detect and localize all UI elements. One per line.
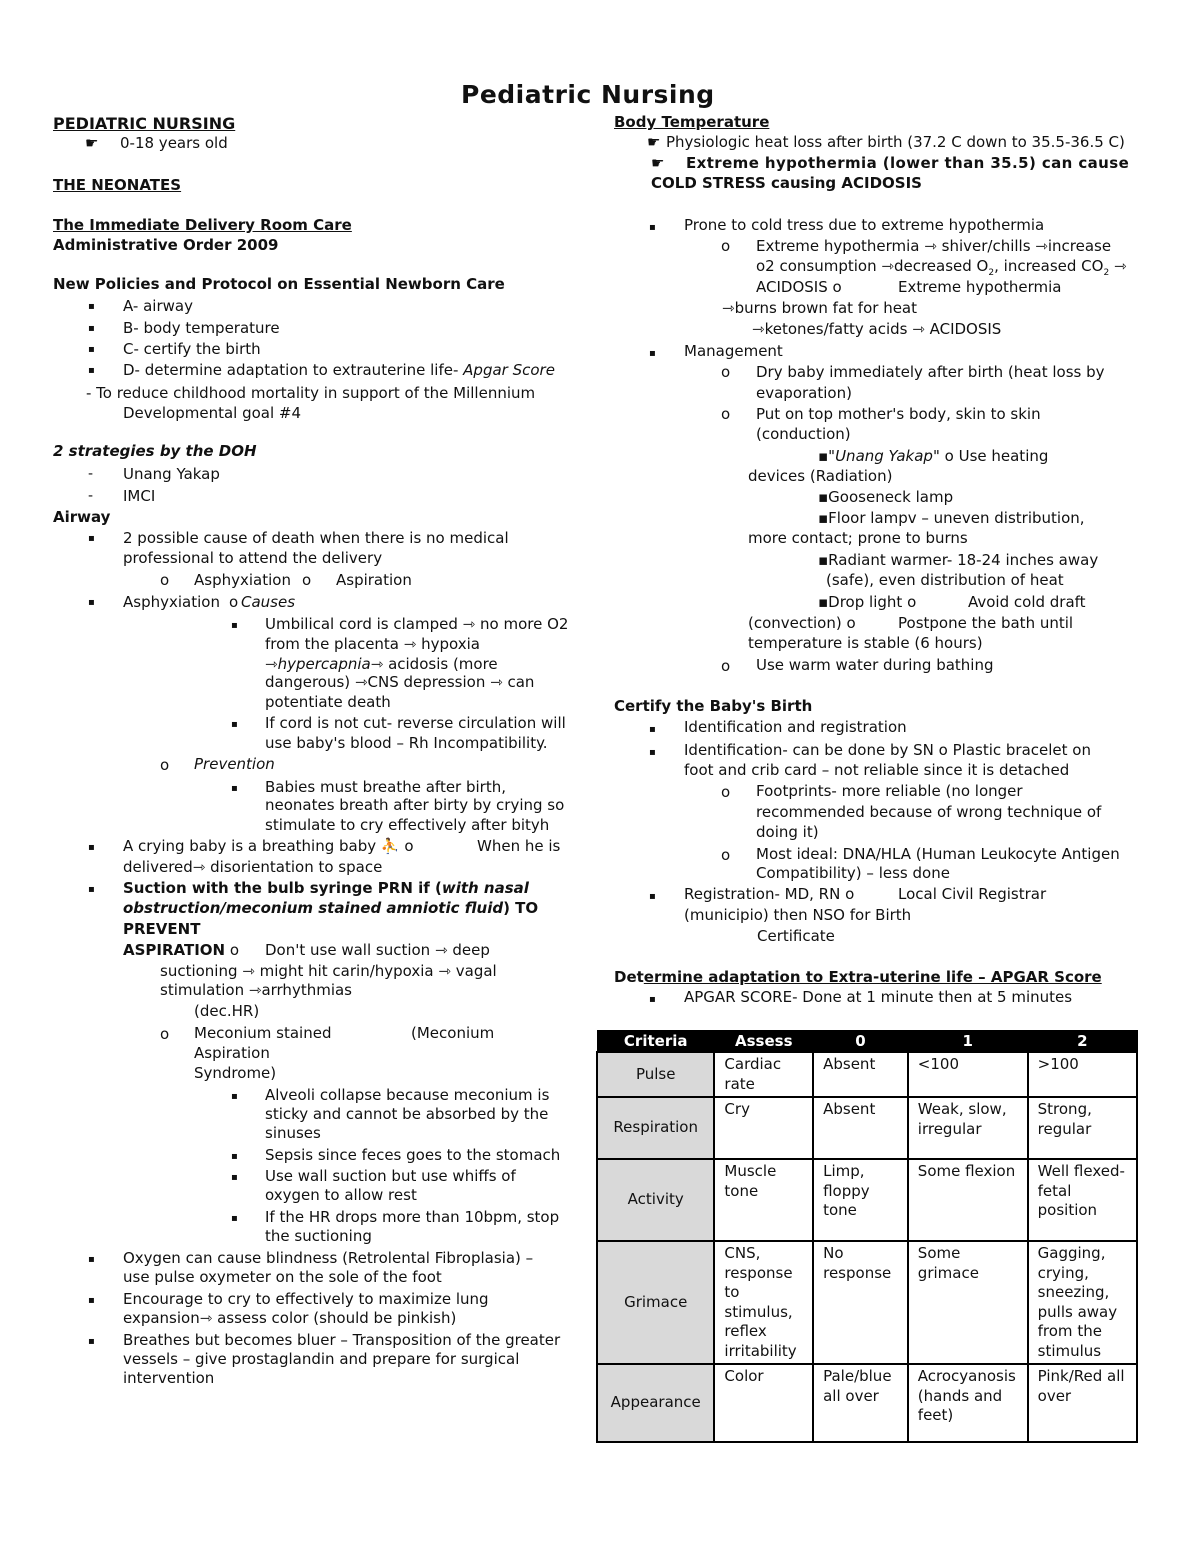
heading-policies: New Policies and Protocol on Essential Newborn Care: [53, 275, 505, 293]
extreme-line: o2 consumption ⇾decreased $O_2$, increased $CO_2$ ⇾: [756, 257, 1127, 278]
bullet-square-icon: ▪: [88, 1295, 95, 1306]
bullet-square-icon: ▪: [649, 747, 656, 758]
suction-line: PREVENT: [123, 920, 201, 938]
apgar-table: [596, 1030, 1138, 1443]
score-0-cell: Absent: [813, 1052, 908, 1097]
heading-determine-adaptation: Determine adaptation to Extra-uterine life – APGAR Score: [614, 968, 1102, 986]
extreme-line: ⇾ketones/fatty acids ⇾ ACIDOSIS: [752, 320, 1002, 338]
bullet-circle-icon: o: [721, 783, 731, 801]
ident-line: Identification- can be done by SN o Plastic bracelet on: [684, 741, 1091, 759]
meconium-item: the suctioning: [265, 1227, 372, 1245]
breathe-line: Babies must breathe after birth,: [265, 778, 506, 796]
cord-line: from the placenta ⇾ hypoxia: [265, 635, 480, 653]
heading-airway: Airway: [53, 508, 111, 526]
bullet-circle-icon: o: [721, 237, 731, 255]
assess-cell: Color: [714, 1364, 813, 1442]
criteria-cell: Activity: [597, 1159, 714, 1241]
bullet-square-icon: ▪: [88, 1336, 95, 1347]
meconium-line: Syndrome): [194, 1064, 277, 1082]
apgar-score-line: APGAR SCORE- Done at 1 minute then at 5 minutes: [684, 988, 1073, 1006]
score-1-cell: Some flexion: [908, 1159, 1028, 1241]
dna-line: Most ideal: DNA/HLA (Human Leukocyte Antigen: [756, 845, 1120, 863]
heading-immediate-care: The Immediate Delivery Room Care: [53, 216, 352, 234]
bullet-circle-icon: o: [229, 593, 239, 611]
bullet-circle-icon: o: [721, 657, 731, 675]
dash-bullet-icon: -: [88, 466, 94, 482]
reduce-mortality-line: - To reduce childhood mortality in support of the Millennium: [86, 384, 536, 402]
bullet-square-icon: ▪: [88, 842, 95, 853]
bullet-circle-icon: o: [302, 571, 312, 589]
table-row: [597, 1241, 1137, 1364]
not-cut-line: use baby's blood – Rh Incompatibility.: [265, 734, 548, 752]
hypothermia-line: Extreme hypothermia (lower than 35.5) can cause: [686, 154, 1130, 172]
extreme-line: Extreme hypothermia: [898, 278, 1062, 296]
criteria-cell: Appearance: [597, 1364, 714, 1442]
bullet-square-icon: ▪: [649, 222, 656, 233]
wall-suction-line: stimulation ⇾arrhythmias: [160, 981, 352, 999]
dry-line: evaporation): [756, 384, 852, 402]
cord-line: ⇾hypercapnia⇾ acidosis (more: [265, 655, 498, 673]
bullet-circle-icon: o: [721, 846, 731, 864]
heading-pediatric-nursing: PEDIATRIC NURSING: [53, 114, 236, 133]
ident-reg-line: Identification and registration: [684, 718, 907, 736]
header-score-2: 2: [1028, 1031, 1137, 1053]
meconium-item: Sepsis since feces goes to the stomach: [265, 1146, 561, 1164]
meconium-line: (Meconium: [411, 1024, 495, 1042]
bullet-circle-icon: o: [160, 1025, 170, 1043]
asphyxiation-heading: Asphyxiation: [123, 593, 220, 611]
wall-suction-line: suctioning ⇾ might hit carin/hypoxia ⇾ vagal: [160, 962, 497, 980]
score-0-cell: Limp, floppy tone: [813, 1159, 908, 1241]
bullet-square-icon: ▪: [88, 344, 95, 355]
header-score-0: 0: [813, 1031, 908, 1053]
meconium-item: oxygen to allow rest: [265, 1186, 417, 1204]
bullet-circle-icon: o: [721, 405, 731, 423]
extreme-line: ⇾burns brown fat for heat: [722, 299, 918, 317]
score-2-cell: Well flexed- fetal position: [1028, 1159, 1137, 1241]
bullet-square-icon: ▪: [231, 1172, 238, 1183]
meconium-item: Alveoli collapse because meconium is: [265, 1086, 550, 1104]
bullet-square-icon: ▪: [88, 323, 95, 334]
cause-line: 2 possible cause of death when there is no medical: [123, 529, 509, 547]
registration-line: Certificate: [757, 927, 835, 945]
bullet-square-icon: ▪: [88, 301, 95, 312]
aspiration-line: ASPIRATION o: [123, 941, 240, 959]
table-row: [597, 1159, 1137, 1241]
score-0-cell: Absent: [813, 1097, 908, 1159]
dec-hr: (dec.HR): [194, 1002, 260, 1020]
meconium-item: sticky and cannot be absorbed by the: [265, 1105, 549, 1123]
bullet-square-icon: ▪: [88, 884, 95, 895]
meconium-item: If the HR drops more than 10bpm, stop: [265, 1208, 560, 1226]
criteria-cell: Respiration: [597, 1097, 714, 1159]
bullet-square-icon: ▪: [231, 620, 238, 631]
dna-line: Compatibility) – less done: [756, 864, 950, 882]
table-row: [597, 1364, 1137, 1442]
header-score-1: 1: [908, 1031, 1028, 1053]
meconium-item: sinuses: [265, 1124, 321, 1142]
skin-line: Put on top mother's body, skin to skin: [756, 405, 1041, 423]
suction-line: Suction with the bulb syringe PRN if (with nasal: [123, 879, 529, 897]
breathe-line: stimulate to cry effectively after bityh: [265, 816, 550, 834]
bullet-circle-icon: o: [160, 756, 170, 774]
dash-bullet-icon: -: [88, 488, 94, 504]
drop-light-line: Avoid cold draft: [968, 593, 1086, 611]
bullet-circle-icon: o: [721, 363, 731, 381]
assess-cell: Cardiac rate: [714, 1052, 813, 1097]
assess-cell: CNS, response to stimulus, reflex irritability: [714, 1241, 813, 1364]
aspiration-item: Aspiration: [336, 571, 412, 589]
score-1-cell: Weak, slow, irregular: [908, 1097, 1028, 1159]
reduce-mortality-line: Developmental goal #4: [123, 404, 302, 422]
registration-line: (municipio) then NSO for Birth: [684, 906, 912, 924]
footprints-line: Footprints- more reliable (no longer: [756, 782, 1023, 800]
header-criteria: Criteria: [597, 1031, 714, 1053]
heat-loss-line: Physiologic heat loss after birth (37.2 C down to 35.5-36.5 C): [666, 133, 1125, 151]
meconium-item: Use wall suction but use whiffs of: [265, 1167, 516, 1185]
baby-icon: ⛹: [380, 837, 400, 855]
bullet-square-icon: ▪: [88, 597, 95, 608]
score-1-cell: Some grimace: [908, 1241, 1028, 1364]
bullet-square-icon: ▪: [88, 1254, 95, 1265]
prone-line: Prone to cold tress due to extreme hypothermia: [684, 216, 1045, 234]
score-2-cell: >100: [1028, 1052, 1137, 1097]
unang-yakap-line: ▪"Unang Yakap" o Use heating: [818, 447, 1049, 465]
age-range: 0-18 years old: [120, 134, 228, 152]
abcd-item: D- determine adaptation to extrauterine life- Apgar Score: [123, 361, 555, 379]
abcd-item: A- airway: [123, 297, 193, 315]
meconium-line: Meconium stained: [194, 1024, 332, 1042]
bullet-square-icon: ▪: [649, 891, 656, 902]
encourage-line: Encourage to cry to effectively to maximize lung: [123, 1290, 489, 1308]
prevention-label: Prevention: [194, 755, 275, 773]
bullet-square-icon: ▪: [649, 348, 656, 359]
strategy-item: IMCI: [123, 487, 156, 505]
administrative-order: Administrative Order 2009: [53, 236, 279, 254]
pointing-hand-icon: ☛: [651, 154, 665, 172]
page-title: Pediatric Nursing: [461, 80, 715, 109]
registration-line: Registration- MD, RN o: [684, 885, 855, 903]
score-2-cell: Strong, regular: [1028, 1097, 1137, 1159]
oxygen-line: Oxygen can cause blindness (Retrolental Fibroplasia) –: [123, 1249, 534, 1267]
score-1-cell: <100: [908, 1052, 1028, 1097]
heading-neonates: THE NEONATES: [53, 176, 182, 194]
radiant-line: ▪Radiant warmer- 18-24 inches away: [818, 551, 1099, 569]
footprints-line: doing it): [756, 823, 819, 841]
extreme-line: ACIDOSIS o: [756, 278, 842, 296]
bullet-square-icon: ▪: [231, 719, 238, 730]
drop-light-line: ▪Drop light o: [818, 593, 917, 611]
table-row: [597, 1052, 1137, 1097]
bullet-square-icon: ▪: [649, 724, 656, 735]
criteria-cell: Pulse: [597, 1052, 714, 1097]
bullet-square-icon: ▪: [88, 365, 95, 376]
hypothermia-line: COLD STRESS causing ACIDOSIS: [651, 174, 922, 192]
assess-cell: Muscle tone: [714, 1159, 813, 1241]
convection-line: temperature is stable (6 hours): [748, 634, 983, 652]
cord-line: potentiate death: [265, 693, 391, 711]
bluer-line: intervention: [123, 1369, 215, 1387]
extreme-line: Extreme hypothermia ⇾ shiver/chills ⇾increase: [756, 237, 1112, 255]
oxygen-line: use pulse oxymeter on the sole of the foot: [123, 1268, 442, 1286]
bullet-circle-icon: o: [160, 571, 170, 589]
score-0-cell: No response: [813, 1241, 908, 1364]
ident-line: foot and crib card – not reliable since it is detached: [684, 761, 1070, 779]
pointing-hand-icon: ☛: [85, 134, 99, 152]
cord-line: dangerous) ⇾CNS depression ⇾ can: [265, 673, 535, 691]
abcd-item: C- certify the birth: [123, 340, 261, 358]
bluer-line: Breathes but becomes bluer – Transposition of the greater: [123, 1331, 561, 1349]
asphyxiation-item: Asphyxiation: [194, 571, 291, 589]
criteria-cell: Grimace: [597, 1241, 714, 1364]
crying-line: delivered⇾ disorientation to space: [123, 858, 383, 876]
registration-line: Local Civil Registrar: [898, 885, 1047, 903]
heading-body-temperature: Body Temperature: [614, 113, 770, 131]
score-2-cell: Gagging, crying, sneezing, pulls away from the stimulus: [1028, 1241, 1137, 1364]
meconium-line: Aspiration: [194, 1044, 270, 1062]
bullet-square-icon: ▪: [231, 1213, 238, 1224]
convection-line: Postpone the bath until: [898, 614, 1074, 632]
abcd-item: B- body temperature: [123, 319, 280, 337]
wall-suction-line: Don't use wall suction ⇾ deep: [265, 941, 490, 959]
floor-lamp-line: ▪Floor lampv – uneven distribution,: [818, 509, 1085, 527]
table-row: [597, 1097, 1137, 1159]
bullet-square-icon: ▪: [231, 1151, 238, 1162]
warm-water-line: Use warm water during bathing: [756, 656, 994, 674]
crying-line: When he is: [477, 837, 561, 855]
score-1-cell: Acrocyanosis (hands and feet): [908, 1364, 1028, 1442]
bluer-line: vessels – give prostaglandin and prepare for surgical: [123, 1350, 520, 1368]
table-header-row: [597, 1031, 1137, 1053]
pointing-hand-icon: ☛: [647, 133, 661, 151]
bullet-square-icon: ▪: [231, 783, 238, 794]
header-assess: Assess: [714, 1031, 813, 1053]
bullet-square-icon: ▪: [88, 533, 95, 544]
dry-line: Dry baby immediately after birth (heat loss by: [756, 363, 1105, 381]
cord-line: Umbilical cord is clamped ⇾ no more O2: [265, 615, 569, 633]
heading-strategies: 2 strategies by the DOH: [53, 442, 257, 460]
bullet-square-icon: ▪: [649, 994, 656, 1005]
cause-line: professional to attend the delivery: [123, 549, 383, 567]
suction-line: obstruction/meconium stained amniotic fluid) TO: [123, 899, 539, 917]
skin-line: (conduction): [756, 425, 851, 443]
strategy-item: Unang Yakap: [123, 465, 220, 483]
score-0-cell: Pale/blue all over: [813, 1364, 908, 1442]
footprints-line: recommended because of wrong technique of: [756, 803, 1102, 821]
bullet-square-icon: ▪: [231, 1091, 238, 1102]
crying-line: A crying baby is a breathing baby ⛹ o: [123, 837, 414, 855]
score-2-cell: Pink/Red all over: [1028, 1364, 1137, 1442]
heading-certify: Certify the Baby's Birth: [614, 697, 813, 715]
management-label: Management: [684, 342, 783, 360]
floor-lamp-line: more contact; prone to burns: [748, 529, 968, 547]
assess-cell: Cry: [714, 1097, 813, 1159]
convection-line: (convection) o: [748, 614, 856, 632]
causes-label: Causes: [241, 593, 296, 611]
breathe-line: neonates breath after birty by crying so: [265, 796, 565, 814]
heating-line: devices (Radiation): [748, 467, 893, 485]
radiant-line: (safe), even distribution of heat: [826, 571, 1064, 589]
gooseneck-line: ▪Gooseneck lamp: [818, 488, 954, 506]
encourage-line: expansion⇾ assess color (should be pinkish): [123, 1309, 457, 1327]
not-cut-line: If cord is not cut- reverse circulation will: [265, 714, 566, 732]
